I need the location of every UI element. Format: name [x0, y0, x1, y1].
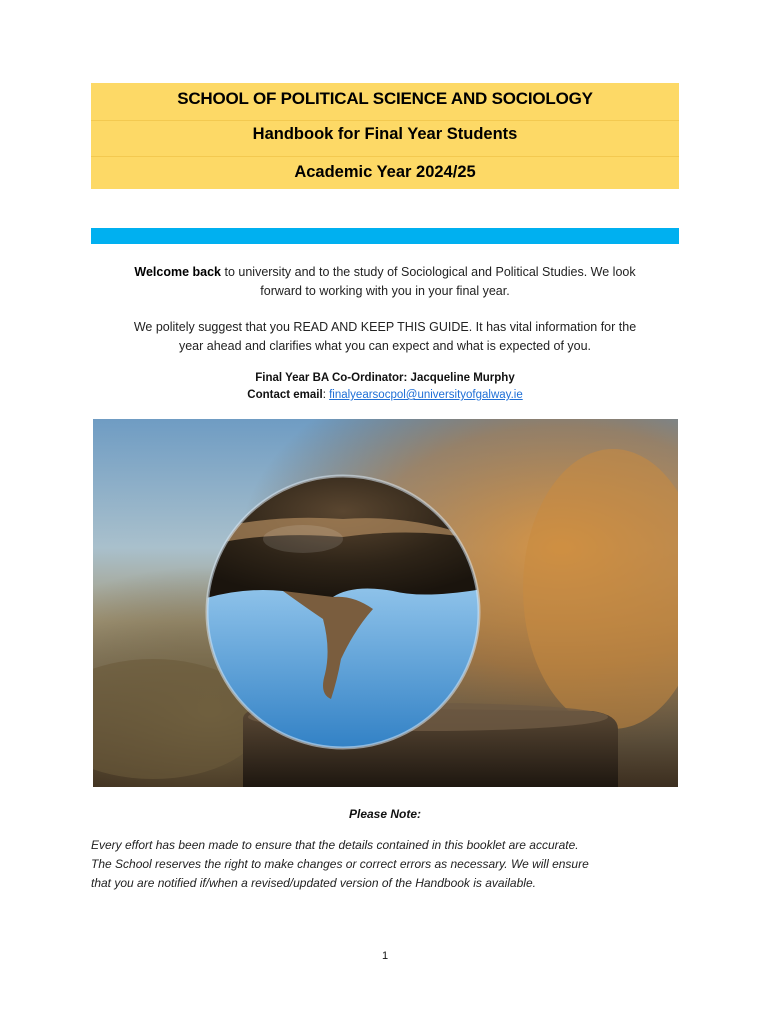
- page-number: 1: [381, 950, 389, 962]
- accent-bar: [91, 228, 679, 244]
- coordinator-name: Final Year BA Co-Ordinator: Jacqueline Murphy: [255, 372, 515, 384]
- note-line: that you are notified if/when a revised/updated version of the Handbook is available.: [91, 876, 536, 890]
- suggest-paragraph: [91, 318, 679, 356]
- banner-divider: [91, 120, 679, 121]
- email-link[interactable]: finalyearsocpol@universityofgalway.ie: [329, 389, 523, 401]
- banner-divider: [91, 156, 679, 157]
- suggest-text-line1: We politely suggest that you READ AND KEEP THIS GUIDE. It has vital information for the: [133, 320, 637, 334]
- title-banner: [91, 83, 679, 189]
- suggest-text-line2: year ahead and clarifies what you can expect and what is expected of you.: [178, 339, 592, 353]
- note-line: Every effort has been made to ensure that the details contained in this booklet are accurate.: [91, 838, 579, 852]
- note-body: [91, 836, 681, 893]
- handbook-title: Handbook for Final Year Students: [252, 125, 518, 143]
- note-line: The School reserves the right to make changes or correct errors as necessary. We will ensure: [91, 857, 589, 871]
- photo-illustration: [93, 419, 678, 787]
- coordinator-contact: [91, 387, 679, 404]
- crystal-ball-photo: [93, 419, 678, 787]
- contact-label: Contact email: [247, 389, 323, 401]
- contact-colon: :: [322, 389, 330, 401]
- welcome-text-line2: forward to working with you in your final year.: [260, 284, 510, 298]
- welcome-bold: Welcome back: [134, 265, 222, 279]
- academic-year: Academic Year 2024/25: [294, 163, 476, 181]
- school-name: SCHOOL OF POLITICAL SCIENCE AND SOCIOLOGY: [177, 89, 593, 108]
- welcome-text: to university and to the study of Sociological and Political Studies. We look: [221, 265, 636, 279]
- note-heading: Please Note:: [348, 807, 422, 821]
- welcome-paragraph: [91, 263, 679, 301]
